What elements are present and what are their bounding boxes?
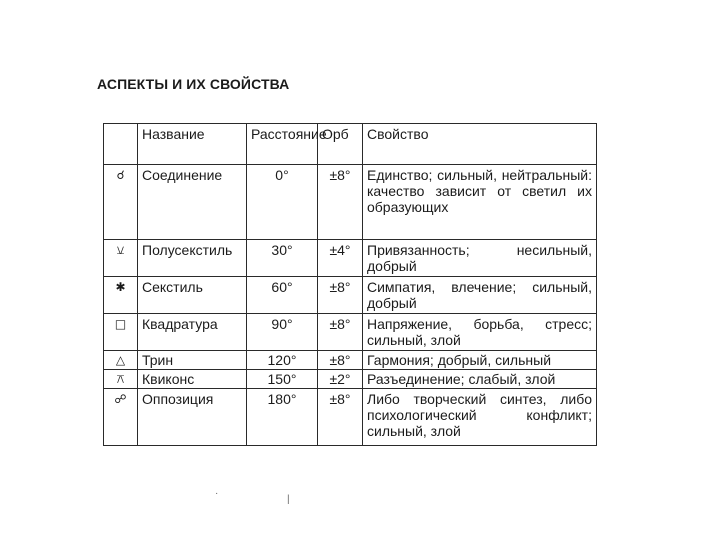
aspect-orb: ±8°	[318, 165, 363, 240]
table-row	[104, 165, 597, 240]
aspect-orb: ±8°	[318, 389, 363, 446]
aspect-distance: 150°	[247, 370, 318, 389]
square-icon: □	[104, 314, 138, 351]
aspect-orb: ±8°	[318, 351, 363, 370]
trine-icon: △	[104, 351, 138, 370]
table-row	[104, 389, 597, 446]
aspect-orb: ±8°	[318, 314, 363, 351]
table-row	[104, 314, 597, 351]
aspect-distance: 90°	[247, 314, 318, 351]
aspect-distance: 0°	[247, 165, 318, 240]
aspect-property: Разъединение; слабый, злой	[363, 370, 597, 389]
scan-speck: ·	[215, 488, 219, 499]
aspect-name: Трин	[138, 351, 247, 370]
header-symbol-cell	[104, 124, 138, 165]
aspect-orb: ±2°	[318, 370, 363, 389]
header-property: Свойство	[363, 124, 597, 165]
table-row	[104, 351, 597, 370]
semisextile-icon: ⚺	[104, 240, 138, 277]
table-row	[104, 240, 597, 277]
aspect-name: Полусекстиль	[138, 240, 247, 277]
aspect-property: Напряжение, борьба, стресс; сильный, злой	[363, 314, 597, 351]
aspect-distance: 180°	[247, 389, 318, 446]
aspect-name: Секстиль	[138, 277, 247, 314]
sextile-icon: ✱	[104, 277, 138, 314]
header-name: Название	[138, 124, 247, 165]
aspect-name: Оппозиция	[138, 389, 247, 446]
aspect-orb: ±4°	[318, 240, 363, 277]
aspect-distance: 120°	[247, 351, 318, 370]
aspect-property: Единство; сильный, нейтральный: качество зависит от светил их образующих	[363, 165, 597, 240]
aspect-name: Квиконс	[138, 370, 247, 389]
aspect-property: Симпатия, влечение; сильный, добрый	[363, 277, 597, 314]
aspect-distance: 60°	[247, 277, 318, 314]
aspect-name: Квадратура	[138, 314, 247, 351]
page-title: АСПЕКТЫ И ИХ СВОЙСТВА	[97, 76, 290, 92]
aspect-distance: 30°	[247, 240, 318, 277]
conjunction-icon: ☌	[104, 165, 138, 240]
scan-speck: |	[287, 494, 290, 505]
aspect-property: Гармония; добрый, сильный	[363, 351, 597, 370]
table-header-row	[104, 124, 597, 165]
header-distance: Расстояние	[247, 124, 318, 165]
aspect-property: Привязанность; несильный, добрый	[363, 240, 597, 277]
header-orb: Орб	[318, 124, 363, 165]
aspect-orb: ±8°	[318, 277, 363, 314]
aspects-table	[103, 123, 597, 446]
quincunx-icon: ⚻	[104, 370, 138, 389]
aspect-name: Соединение	[138, 165, 247, 240]
table-row	[104, 370, 597, 389]
opposition-icon: ☍	[104, 389, 138, 446]
table-row	[104, 277, 597, 314]
aspect-property: Либо творческий синтез, либо психологический конфликт; сильный, злой	[363, 389, 597, 446]
